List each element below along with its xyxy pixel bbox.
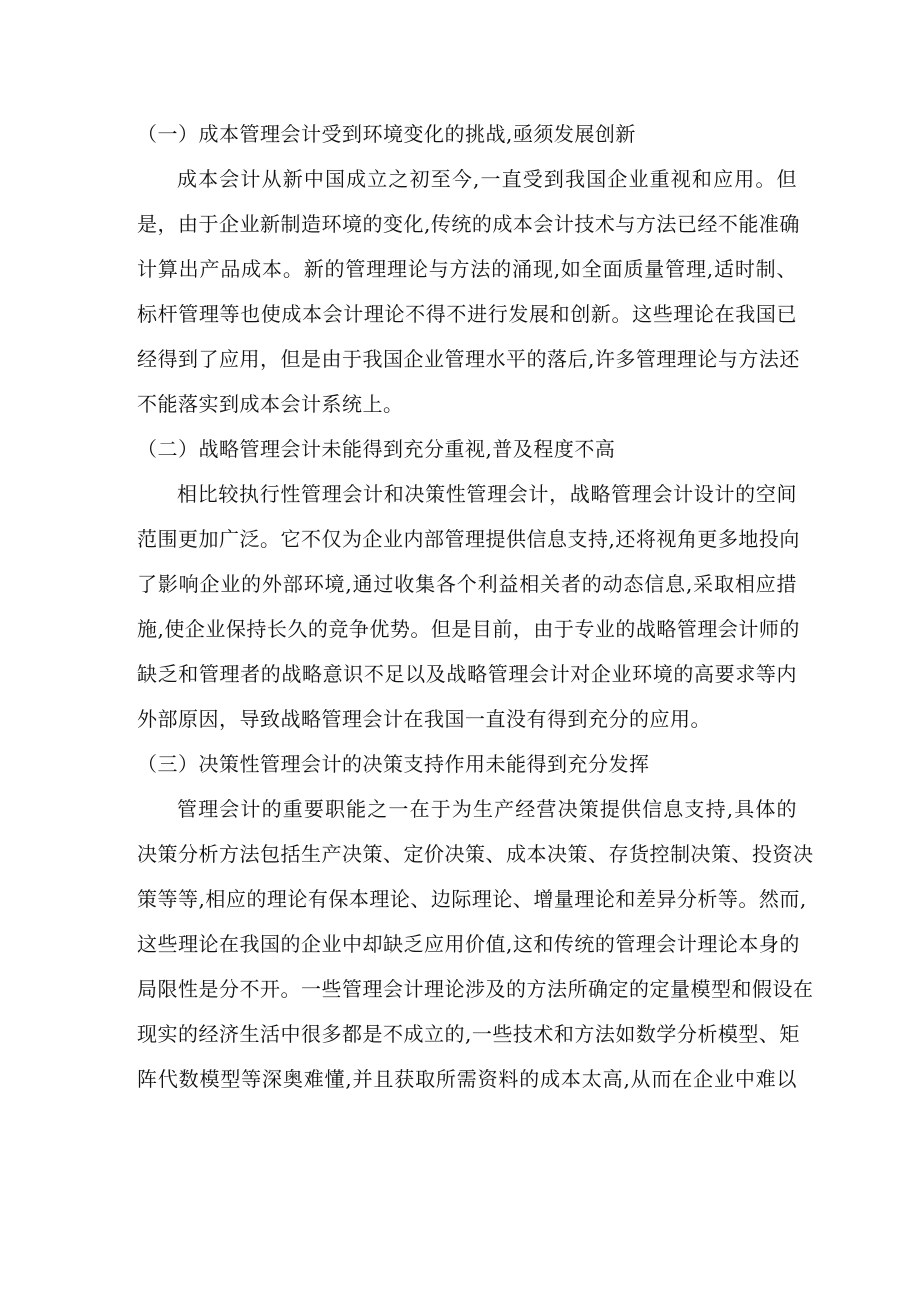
paragraph-line: 决策分析方法包括生产决策、定价决策、成本决策、存货控制决策、投资决 xyxy=(137,842,814,866)
paragraph-line: 缺乏和管理者的战略意识不足以及战略管理会计对企业环境的高要求等内 xyxy=(137,662,797,686)
paragraph-line: 不能落实到成本会计系统上。 xyxy=(137,392,404,416)
paragraph-line: 成本会计从新中国成立之初至今,一直受到我国企业重视和应用。但 xyxy=(177,167,797,191)
paragraph-line: 管理会计的重要职能之一在于为生产经营决策提供信息支持,具体的 xyxy=(177,797,797,821)
section-heading-2: （二）战略管理会计未能得到充分重视,普及程度不高 xyxy=(137,437,616,461)
paragraph-line: 了影响企业的外部环境,通过收集各个利益相关者的动态信息,采取相应措 xyxy=(137,572,797,596)
paragraph-line: 范围更加广泛。它不仅为企业内部管理提供信息支持,还将视角更多地投向 xyxy=(137,527,800,551)
paragraph-line: 施,使企业保持长久的竞争优势。但是目前，由于专业的战略管理会计师的 xyxy=(137,617,800,641)
paragraph-line: 相比较执行性管理会计和决策性管理会计，战略管理会计设计的空间 xyxy=(177,482,797,506)
paragraph-line: 局限性是分不开。一些管理会计理论涉及的方法所确定的定量模型和假设在 xyxy=(137,977,814,1001)
paragraph-line: 策等等,相应的理论有保本理论、边际理论、增量理论和差异分析等。然而, xyxy=(137,887,807,911)
paragraph-line: 现实的经济生活中很多都是不成立的,一些技术和方法如数学分析模型、矩 xyxy=(137,1022,800,1046)
paragraph-line: 这些理论在我国的企业中却缺乏应用价值,这和传统的管理会计理论本身的 xyxy=(137,932,800,956)
paragraph-line: 标杆管理等也使成本会计理论不得不进行发展和创新。这些理论在我国已 xyxy=(137,302,797,326)
paragraph-line: 经得到了应用，但是由于我国企业管理水平的落后,许多管理理论与方法还 xyxy=(137,347,800,371)
paragraph-line: 阵代数模型等深奥难懂,并且获取所需资料的成本太高,从而在企业中难以 xyxy=(137,1067,797,1091)
section-heading-3: （三）决策性管理会计的决策支持作用未能得到充分发挥 xyxy=(137,752,650,776)
paragraph-line: 是，由于企业新制造环境的变化,传统的成本会计技术与方法已经不能准确 xyxy=(137,212,800,236)
paragraph-line: 计算出产品成本。新的管理理论与方法的涌现,如全面质量管理,适时制、 xyxy=(137,257,797,281)
section-heading-1: （一）成本管理会计受到环境变化的挑战,亟须发展创新 xyxy=(137,122,636,146)
paragraph-line: 外部原因，导致战略管理会计在我国一直没有得到充分的应用。 xyxy=(137,707,711,731)
